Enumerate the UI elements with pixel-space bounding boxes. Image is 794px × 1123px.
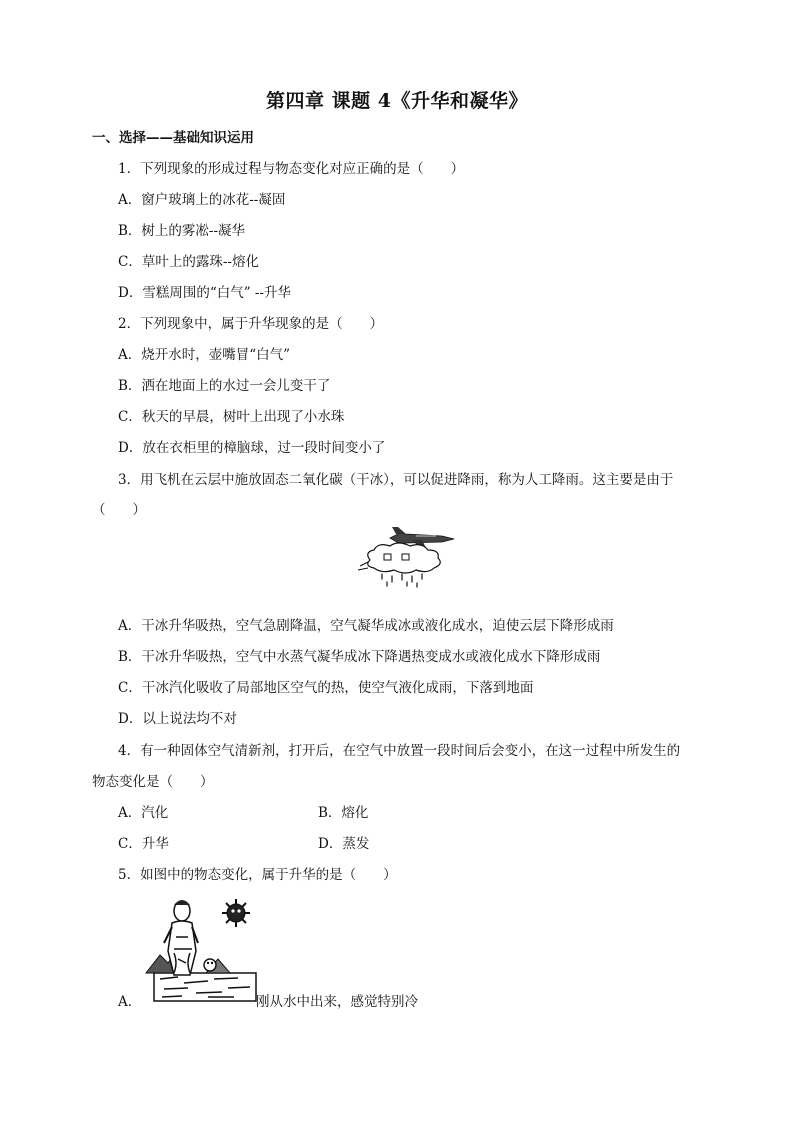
q5-option-a-caption: 刚从水中出来，感觉特别冷: [256, 994, 418, 1010]
q1-option-d: D．雪糕周围的“白气” --升华: [118, 285, 292, 301]
person-out-of-water-figure: [138, 893, 258, 1005]
q4-stem-line2: 物态变化是（ ）: [92, 774, 214, 790]
q3-option-b: B．干冰升华吸热，空气中水蒸气凝华成冰下降遇热变成水或液化成水下降形成雨: [118, 649, 601, 665]
q3-option-c: C．干冰汽化吸收了局部地区空气的热，使空气液化成雨，下落到地面: [118, 680, 534, 696]
q2-stem: 2．下列现象中，属于升华现象的是（ ）: [118, 316, 384, 332]
q4-option-c: C．升华: [118, 836, 169, 852]
q3-option-d: D．以上说法均不对: [118, 711, 237, 727]
q3-option-a: A．干冰升华吸热，空气急剧降温，空气凝华成冰或液化成水，迫使云层下降形成雨: [118, 618, 614, 634]
q1-option-c: C．草叶上的露珠--熔化: [118, 254, 259, 270]
q1-stem: 1．下列现象的形成过程与物态变化对应正确的是（ ）: [118, 161, 465, 177]
q5-option-a-label: A．: [118, 994, 142, 1010]
q4-option-d: D．蒸发: [318, 836, 370, 852]
q5-stem: 5．如图中的物态变化，属于升华的是（ ）: [118, 867, 397, 883]
airplane-cloud-rain-figure: [356, 524, 460, 588]
q2-option-b: B．洒在地面上的水过一会儿变干了: [118, 378, 331, 394]
q1-option-a: A．窗户玻璃上的冰花--凝固: [118, 192, 286, 208]
q2-option-c: C．秋天的早晨，树叶上出现了小水珠: [118, 409, 345, 425]
q1-option-b: B．树上的雾凇--凝华: [118, 223, 246, 239]
q2-option-d: D．放在衣柜里的樟脑球，过一段时间变小了: [118, 440, 386, 456]
q4-stem-line1: 4．有一种固体空气清新剂，打开后，在空气中放置一段时间后会变小，在这一过程中所发生的: [118, 743, 681, 759]
q3-stem-line2: （ ）: [92, 502, 146, 518]
q2-option-a: A．烧开水时，壶嘴冒“白气”: [118, 347, 291, 363]
section-heading: 一、选择——基础知识运用: [92, 130, 254, 146]
page-title: 第四章 课题 4《升华和凝华》: [266, 90, 528, 112]
q4-option-b: B．熔化: [318, 805, 369, 821]
q4-option-a: A．汽化: [118, 805, 169, 821]
q3-stem-line1: 3．用飞机在云层中施放固态二氧化碳（干冰），可以促进降雨，称为人工降雨。这主要是由于: [118, 472, 674, 488]
